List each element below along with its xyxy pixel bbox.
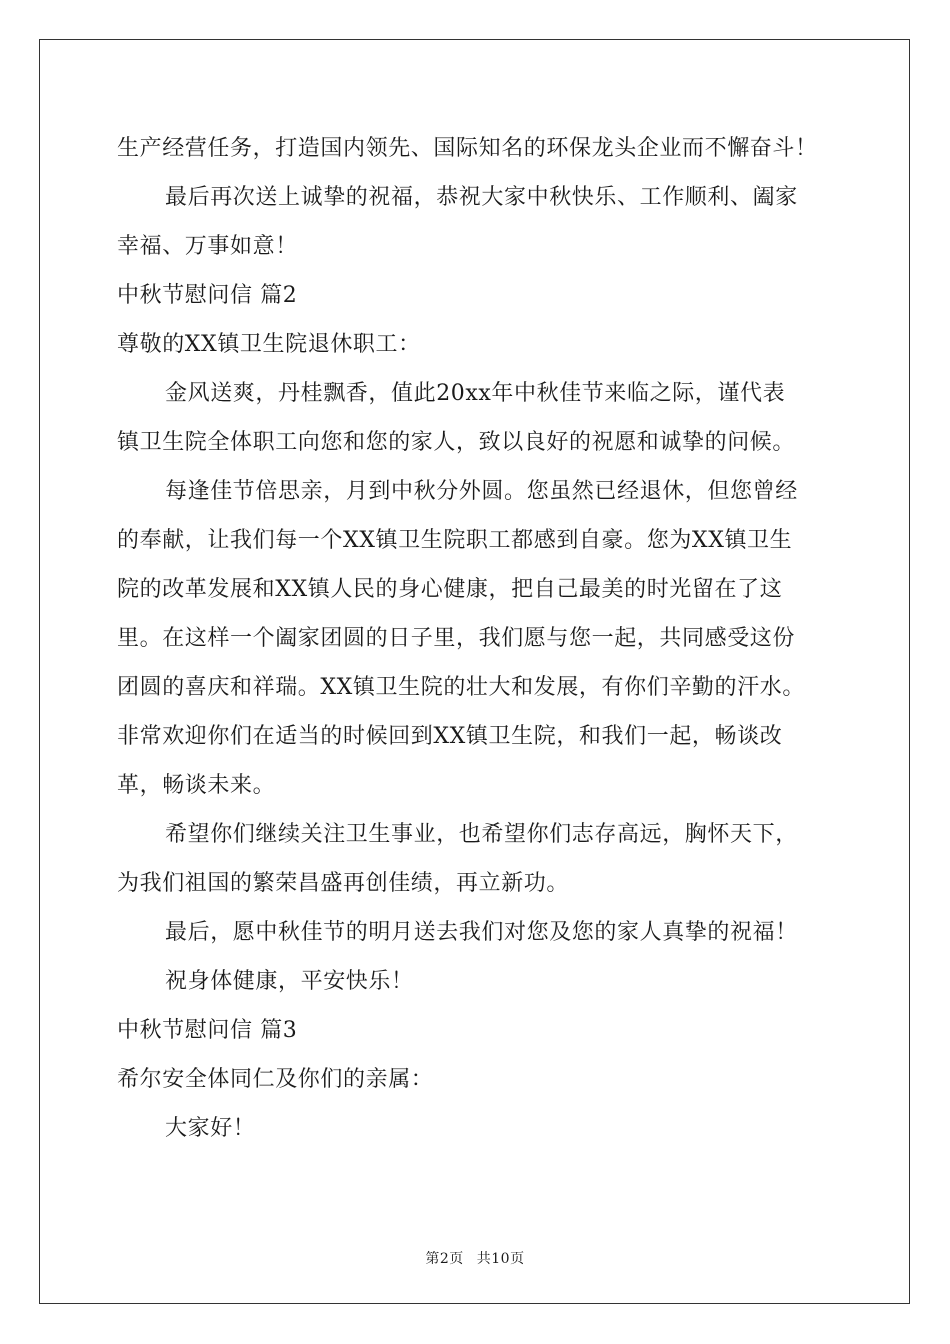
text-line: 幸福、万事如意！ [117,234,298,259]
text-line: 金风送爽，丹桂飘香，值此20xx年中秋佳节来临之际，谨代表 [165,381,786,406]
text-line: 祝身体健康，平安快乐！ [165,969,414,994]
text-line: 最后再次送上诚挚的祝福，恭祝大家中秋快乐、工作顺利、阖家 [165,185,798,210]
text-line: 院的改革发展和XX镇人民的身心健康，把自己最美的时光留在了这 [117,577,783,602]
document-body [117,124,847,1153]
salutation: 尊敬的XX镇卫生院退休职工： [117,332,421,357]
text-line: 团圆的喜庆和祥瑞。XX镇卫生院的壮大和发展，有你们辛勤的汗水。 [117,675,805,700]
page-total: 共10页 [476,1251,525,1267]
page-footer [0,1248,950,1268]
text-line: 为我们祖国的繁荣昌盛再创佳绩，再立新功。 [117,871,570,896]
text-line: 最后，愿中秋佳节的明月送去我们对您及您的家人真挚的祝福！ [165,920,798,945]
text-line: 大家好！ [165,1116,256,1141]
text-line: 每逢佳节倍思亲，月到中秋分外圆。您虽然已经退休，但您曾经 [165,479,798,504]
text-line: 生产经营任务，打造国内领先、国际知名的环保龙头企业而不懈奋斗！ [117,136,818,161]
text-line: 希望你们继续关注卫生事业，也希望你们志存高远，胸怀天下， [165,822,798,847]
text-line: 里。在这样一个阖家团圆的日子里，我们愿与您一起，共同感受这份 [117,626,796,651]
section-heading: 中秋节慰问信 篇3 [117,1018,298,1043]
section-heading: 中秋节慰问信 篇2 [117,283,298,308]
text-line: 镇卫生院全体职工向您和您的家人，致以良好的祝愿和诚挚的问候。 [117,430,796,455]
salutation: 希尔安全体同仁及你们的亲属： [117,1067,434,1092]
text-line: 革，畅谈未来。 [117,773,276,798]
text-line: 的奉献，让我们每一个XX镇卫生院职工都感到自豪。您为XX镇卫生 [117,528,793,553]
text-line: 非常欢迎你们在适当的时候回到XX镇卫生院，和我们一起，畅谈改 [117,724,783,749]
page-number: 第2页 [425,1251,464,1267]
